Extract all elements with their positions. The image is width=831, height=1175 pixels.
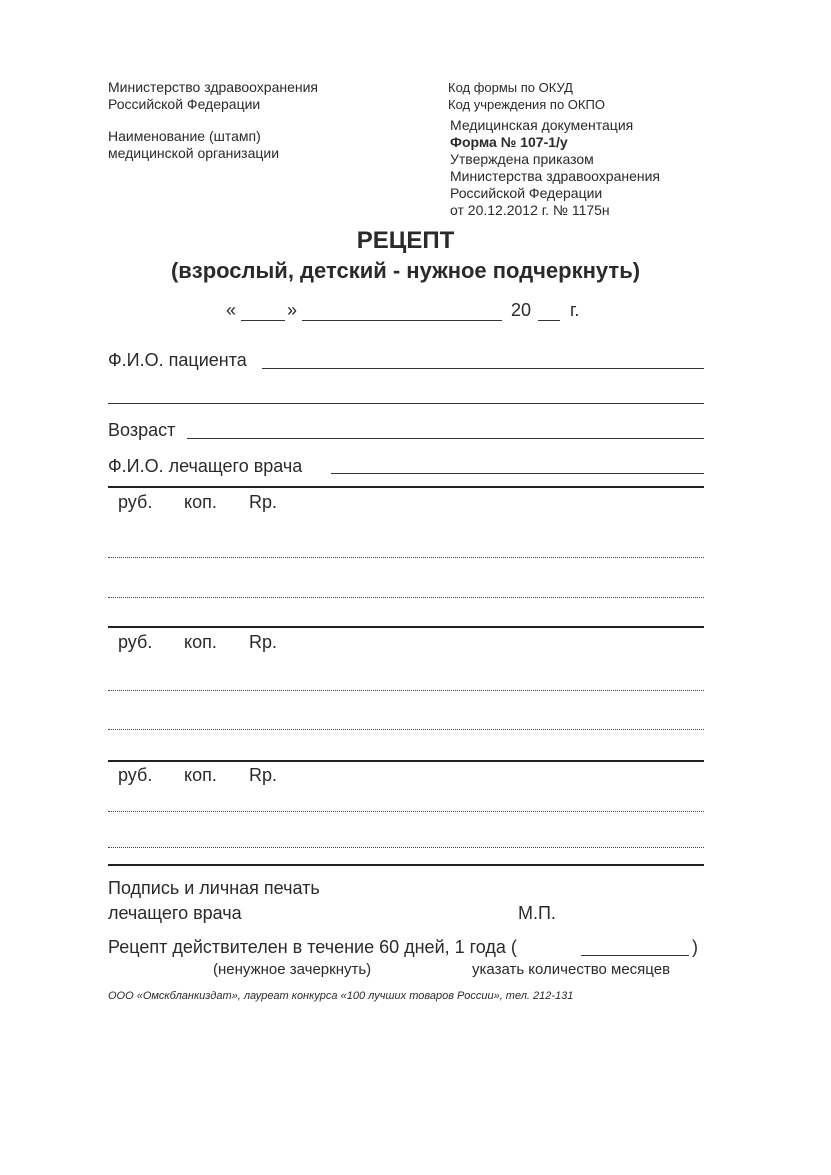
age-label: Возраст — [108, 420, 176, 440]
rx-line[interactable] — [108, 847, 704, 848]
rp-label: Rp. — [249, 765, 278, 785]
page-title: РЕЦЕПТ — [356, 227, 455, 254]
date-day-field[interactable] — [241, 320, 285, 321]
section-divider — [108, 626, 704, 628]
form-number: Форма № 107-1/у — [450, 134, 568, 150]
section-divider — [108, 864, 704, 866]
section-divider — [108, 486, 704, 488]
signature-label-1: Подпись и личная печать — [108, 878, 320, 898]
doctor-name-label: Ф.И.О. лечащего врача — [108, 456, 303, 476]
date-close-quote: » — [287, 300, 298, 320]
year-suffix: г. — [570, 300, 580, 320]
validity-hint-months: указать количество месяцев — [472, 961, 671, 978]
okud-code-label: Код формы по ОКУД — [448, 80, 573, 95]
rx-line[interactable] — [108, 729, 704, 730]
rx-line[interactable] — [108, 811, 704, 812]
stamp-line-1: Наименование (штамп) — [108, 128, 261, 144]
rub-label: руб. — [118, 492, 153, 512]
year-prefix: 20 — [511, 300, 532, 320]
rub-label: руб. — [118, 765, 153, 785]
form-codes — [448, 79, 605, 113]
rp-label: Rp. — [249, 632, 278, 652]
date-open-quote: « — [226, 300, 237, 320]
doc-type: Медицинская документация — [450, 117, 634, 133]
kop-label: коп. — [184, 632, 217, 652]
rx-line[interactable] — [108, 557, 704, 558]
ministry-label — [108, 79, 318, 113]
form-approval-block — [450, 117, 660, 219]
patient-name-label: Ф.И.О. пациента — [108, 350, 247, 370]
rp-label: Rp. — [249, 492, 278, 512]
ministry-line-1: Министерство здравоохранения — [108, 79, 318, 95]
kop-label: коп. — [184, 765, 217, 785]
order-number: от 20.12.2012 г. № 1175н — [450, 202, 610, 218]
age-field[interactable] — [187, 438, 704, 439]
rx-line[interactable] — [108, 597, 704, 598]
okpo-code-label: Код учреждения по ОКПО — [448, 97, 605, 112]
approved-by-line-1: Министерства здравоохранения — [450, 168, 660, 184]
stamp-label — [108, 128, 279, 162]
doctor-name-field[interactable] — [331, 473, 704, 474]
approved-label: Утверждена приказом — [450, 151, 594, 167]
signature-label-2: лечащего врача — [108, 903, 242, 923]
date-year-field[interactable] — [538, 320, 560, 321]
page-subtitle: (взрослый, детский - нужное подчеркнуть) — [170, 258, 641, 283]
approved-by-line-2: Российской Федерации — [450, 185, 603, 201]
validity-text: Рецепт действителен в течение 60 дней, 1 года ( — [108, 937, 517, 957]
date-month-field[interactable] — [302, 320, 502, 321]
patient-name-field-continued[interactable] — [108, 403, 704, 404]
kop-label: коп. — [184, 492, 217, 512]
rx-line[interactable] — [108, 690, 704, 691]
printer-footer: ООО «Омскбланкиздат», лауреат конкурса «100 лучших товаров России», тел. 212-131 — [108, 990, 574, 1002]
patient-name-field[interactable] — [262, 368, 704, 369]
validity-hint-strike: (ненужное зачеркнуть) — [213, 961, 372, 978]
rub-label: руб. — [118, 632, 153, 652]
validity-close: ) — [692, 937, 698, 957]
ministry-line-2: Российской Федерации — [108, 96, 261, 112]
months-field[interactable] — [581, 955, 689, 956]
stamp-line-2: медицинской организации — [108, 145, 280, 161]
section-divider — [108, 760, 704, 762]
seal-label: М.П. — [518, 903, 556, 923]
